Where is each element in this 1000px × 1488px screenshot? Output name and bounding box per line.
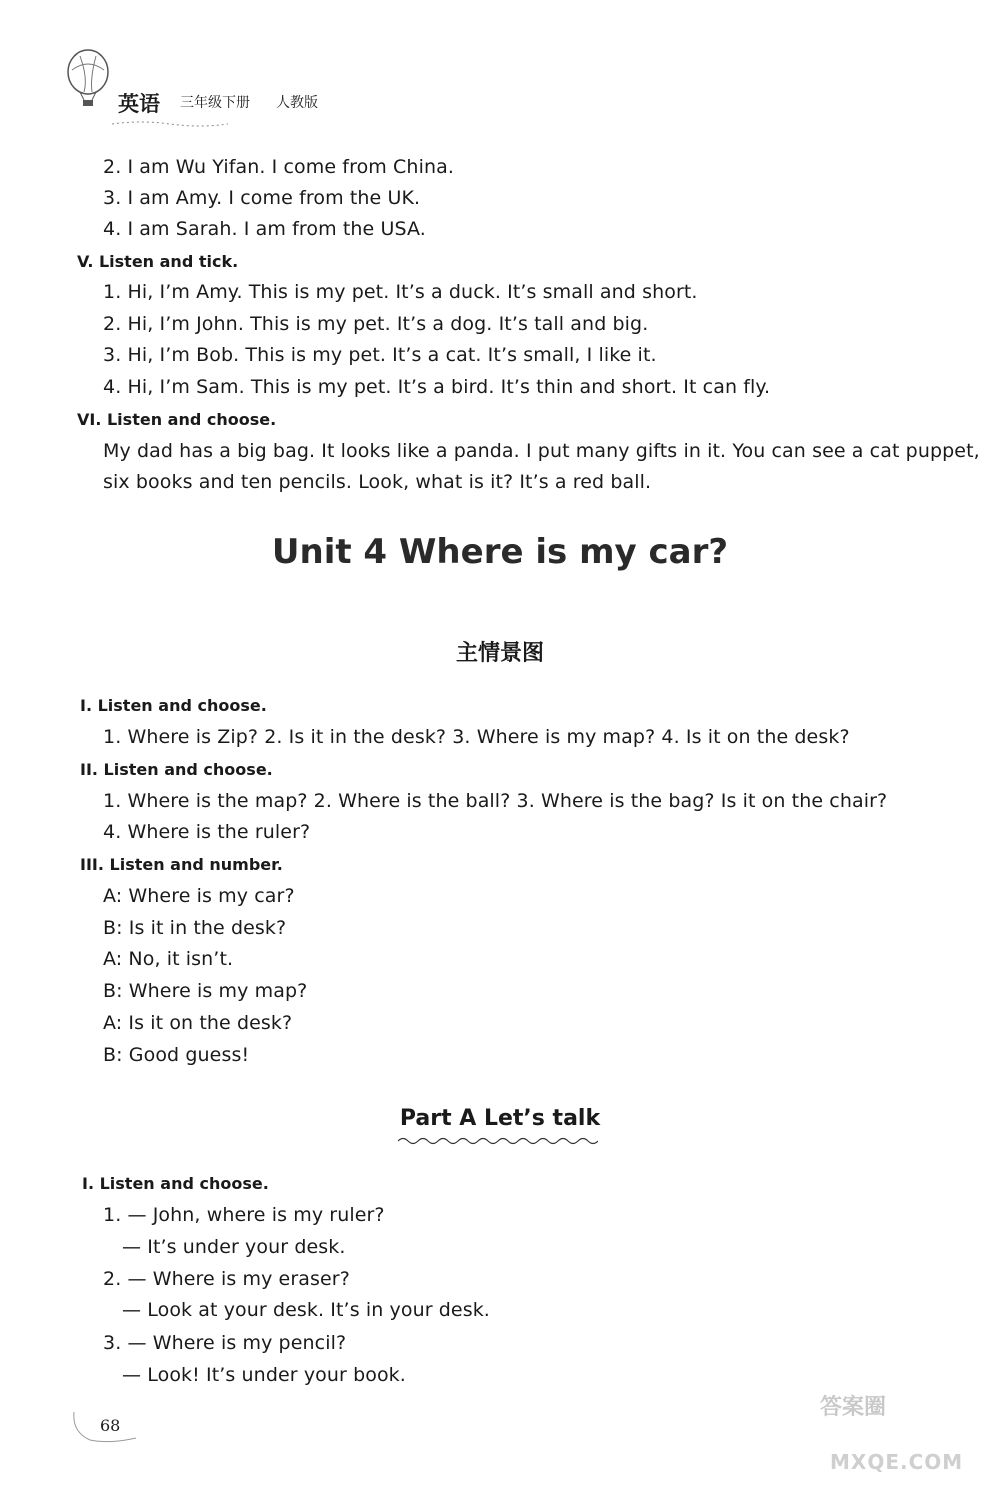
text-line: My dad has a big bag. It looks like a panda. I put many gifts in it. You can see a cat puppet, [103, 440, 980, 462]
dialogue-line: — Look at your desk. It’s in your desk. [122, 1299, 490, 1321]
text-line: 1. Where is the map? 2. Where is the ball? 3. Where is the bag? Is it on the chair? [103, 790, 888, 812]
text-line: 3. I am Amy. I come from the UK. [103, 187, 421, 209]
page-number: 68 [100, 1416, 121, 1435]
section-heading: II. Listen and choose. [80, 760, 273, 779]
section-heading: III. Listen and number. [80, 855, 283, 874]
text-line: 1. Hi, I’m Amy. This is my pet. It’s a duck. It’s small and short. [103, 281, 698, 303]
dialogue-line: A: Is it on the desk? [103, 1012, 293, 1034]
dialogue-line: A: Where is my car? [103, 885, 295, 907]
watermark-logo: 答案圈 [820, 1395, 887, 1420]
dialogue-line: — Look! It’s under your book. [122, 1364, 406, 1386]
header-dotted-line [110, 118, 230, 130]
part-title: Part A Let’s talk [399, 1106, 601, 1131]
text-line: 2. Hi, I’m John. This is my pet. It’s a dog. It’s tall and big. [103, 313, 649, 335]
section-heading: I. Listen and choose. [80, 696, 267, 715]
text-line: 4. I am Sarah. I am from the USA. [103, 218, 426, 240]
dialogue-line: — It’s under your desk. [122, 1236, 346, 1258]
text-line: 4. Hi, I’m Sam. This is my pet. It’s a bird. It’s thin and short. It can fly. [103, 376, 771, 398]
section-heading: VI. Listen and choose. [77, 410, 277, 429]
unit-title: Unit 4 Where is my car? [271, 532, 729, 572]
wavy-underline [398, 1136, 598, 1146]
dialogue-line: 2. — Where is my eraser? [103, 1268, 350, 1290]
dialogue-line: 1. — John, where is my ruler? [103, 1204, 385, 1226]
dialogue-line: B: Good guess! [103, 1044, 250, 1066]
edition-label: 人教版 [276, 95, 318, 111]
watermark-url: MXQE.COM [830, 1450, 964, 1474]
subject-label: 英语 [118, 91, 160, 116]
text-line: 1. Where is Zip? 2. Is it in the desk? 3. Where is my map? 4. Is it on the desk? [103, 726, 850, 748]
section-heading: I. Listen and choose. [82, 1174, 269, 1193]
dialogue-line: B: Where is my map? [103, 980, 308, 1002]
section-heading: V. Listen and tick. [77, 252, 239, 271]
dialogue-line: B: Is it in the desk? [103, 917, 287, 939]
text-line: 2. I am Wu Yifan. I come from China. [103, 156, 454, 178]
grade-label: 三年级下册 [180, 95, 250, 111]
hot-air-balloon-icon [58, 48, 122, 112]
scene-title: 主情景图 [455, 640, 544, 666]
text-line: 3. Hi, I’m Bob. This is my pet. It’s a cat. It’s small, I like it. [103, 344, 657, 366]
text-line: six books and ten pencils. Look, what is it? It’s a red ball. [103, 471, 652, 493]
dialogue-line: 3. — Where is my pencil? [103, 1332, 347, 1354]
dialogue-line: A: No, it isn’t. [103, 948, 234, 970]
text-line: 4. Where is the ruler? [103, 821, 311, 843]
